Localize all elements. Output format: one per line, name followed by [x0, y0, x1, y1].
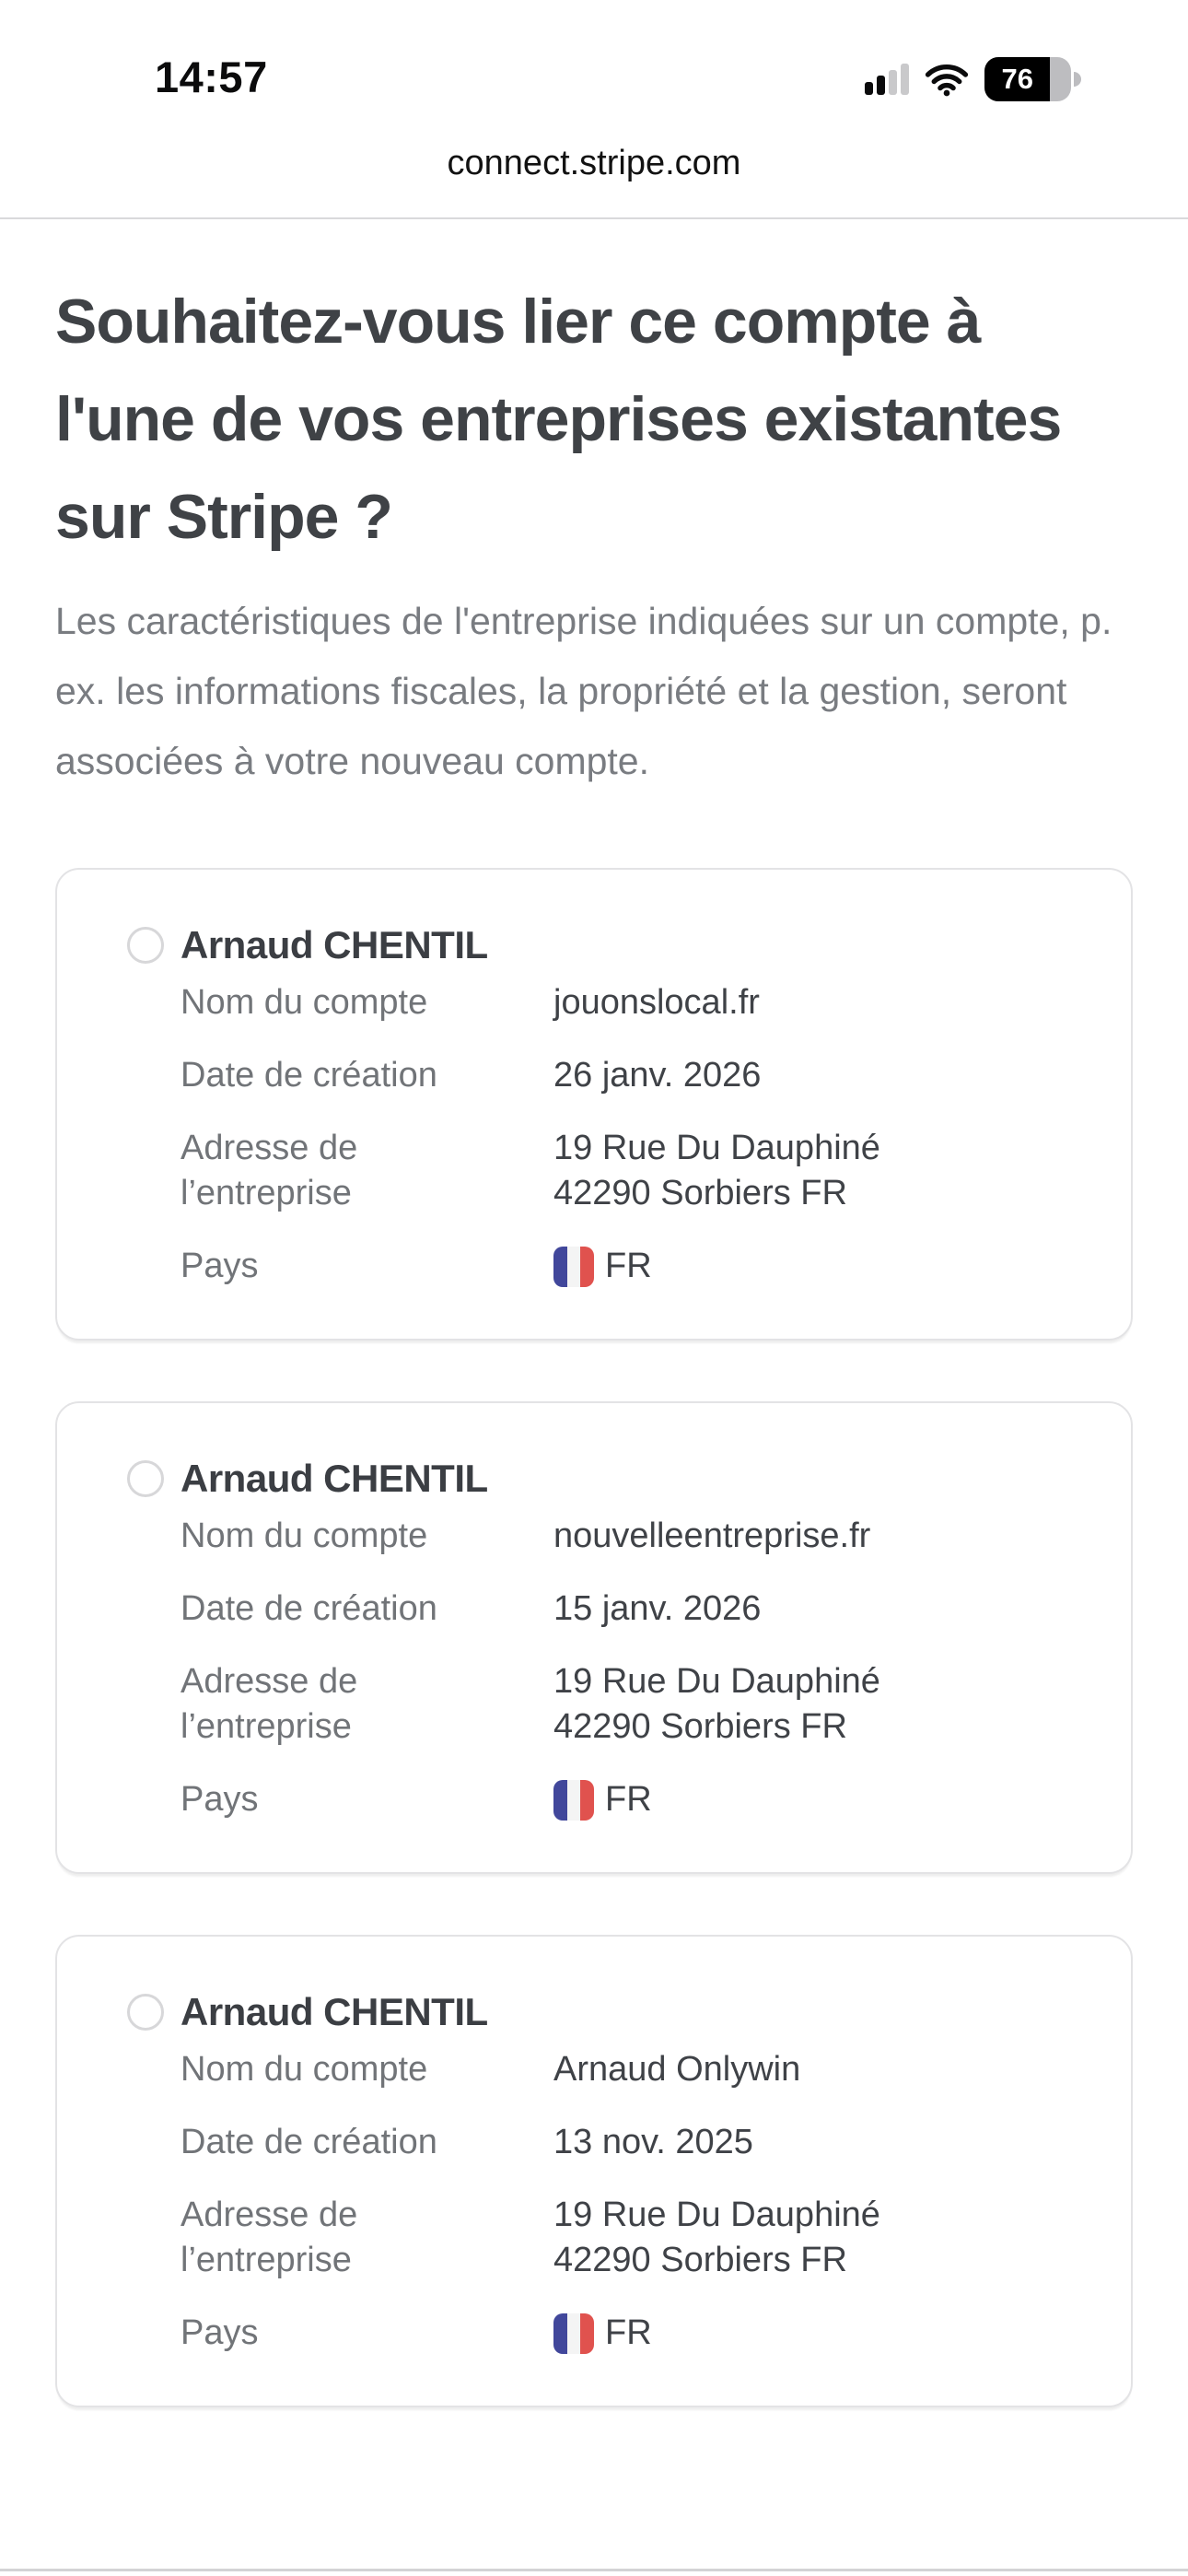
address-row: [181, 1126, 1094, 1216]
field-label: Adresse de l’entreprise: [181, 2195, 358, 2279]
cellular-signal-icon: [865, 64, 909, 95]
bottom-toolbar-divider: [0, 2569, 1188, 2571]
field-value: 26 janv. 2026: [553, 1056, 762, 1095]
address-line2: 42290 Sorbiers FR: [553, 1707, 847, 1746]
address-line2: 42290 Sorbiers FR: [553, 2241, 847, 2279]
address-row: [181, 2193, 1094, 2283]
status-icons: [865, 57, 1081, 101]
field-label: Date de création: [181, 1056, 437, 1095]
url-bar[interactable]: [0, 144, 1188, 183]
address-line1: 19 Rue Du Dauphiné: [553, 1662, 880, 1701]
country-row: [181, 1777, 1094, 1822]
address-line1: 19 Rue Du Dauphiné: [553, 2195, 880, 2234]
country-code: FR: [605, 1247, 652, 1285]
country-row: [181, 1244, 1094, 1289]
field-value: 13 nov. 2025: [553, 2123, 753, 2161]
country-code: FR: [605, 1780, 652, 1819]
france-flag-icon: [553, 1247, 594, 1287]
account-radio[interactable]: [127, 1994, 164, 2031]
country-code: FR: [605, 2313, 652, 2352]
account-radio[interactable]: [127, 927, 164, 964]
account-name-row: [181, 980, 1094, 1025]
account-holder-name: Arnaud CHENTIL: [181, 923, 488, 966]
account-radio[interactable]: [127, 1460, 164, 1497]
field-label: Date de création: [181, 1589, 437, 1628]
account-card-nouvelleentreprise[interactable]: [55, 1401, 1133, 1874]
field-label: Pays: [181, 1247, 259, 1285]
wifi-icon: [924, 62, 970, 97]
account-name-row: [181, 2047, 1094, 2092]
page-content: [0, 219, 1188, 2407]
page-title: Souhaitez-vous lier ce compte à l'une de vos entreprises existantes sur Stripe ?: [55, 287, 1062, 552]
battery-percent: 76: [1001, 63, 1033, 95]
status-time: 14:57: [155, 53, 268, 101]
field-label: Date de création: [181, 2123, 437, 2161]
field-value: nouvelleentreprise.fr: [553, 1516, 871, 1555]
creation-date-row: [181, 2120, 1094, 2165]
field-value: [553, 1659, 1094, 1750]
battery-icon: [984, 57, 1081, 101]
account-card-arnaud-onlywin[interactable]: [55, 1935, 1133, 2407]
field-label: Adresse de l’entreprise: [181, 1129, 358, 1212]
creation-date-row: [181, 1053, 1094, 1098]
address-line2: 42290 Sorbiers FR: [553, 1174, 847, 1212]
page-description: Les caractéristiques de l'entreprise indiquées sur un compte, p. ex. les informations fiscales, la propriété et la gestion, seront associées à votre nouveau compte.: [55, 600, 1112, 782]
address-line1: 19 Rue Du Dauphiné: [553, 1129, 880, 1167]
account-card-jouonslocal[interactable]: [55, 868, 1133, 1341]
creation-date-row: [181, 1587, 1094, 1632]
field-value: [553, 2193, 1094, 2283]
field-value: 15 janv. 2026: [553, 1589, 762, 1628]
field-label: Nom du compte: [181, 983, 428, 1022]
country-row: [181, 2311, 1094, 2356]
field-value: Arnaud Onlywin: [553, 2050, 801, 2089]
field-label: Adresse de l’entreprise: [181, 1662, 358, 1746]
france-flag-icon: [553, 2313, 594, 2354]
status-bar: [0, 0, 1188, 122]
account-name-row: [181, 1514, 1094, 1559]
account-holder-name: Arnaud CHENTIL: [181, 1457, 488, 1500]
address-row: [181, 1659, 1094, 1750]
account-card-list: [55, 868, 1133, 2407]
field-label: Pays: [181, 2313, 259, 2352]
field-label: Pays: [181, 1780, 259, 1819]
field-label: Nom du compte: [181, 2050, 428, 2089]
field-value: jouonslocal.fr: [553, 983, 760, 1022]
field-label: Nom du compte: [181, 1516, 428, 1555]
url-text[interactable]: connect.stripe.com: [447, 144, 741, 182]
field-value: [553, 1126, 1094, 1216]
account-holder-name: Arnaud CHENTIL: [181, 1990, 488, 2033]
france-flag-icon: [553, 1780, 594, 1821]
